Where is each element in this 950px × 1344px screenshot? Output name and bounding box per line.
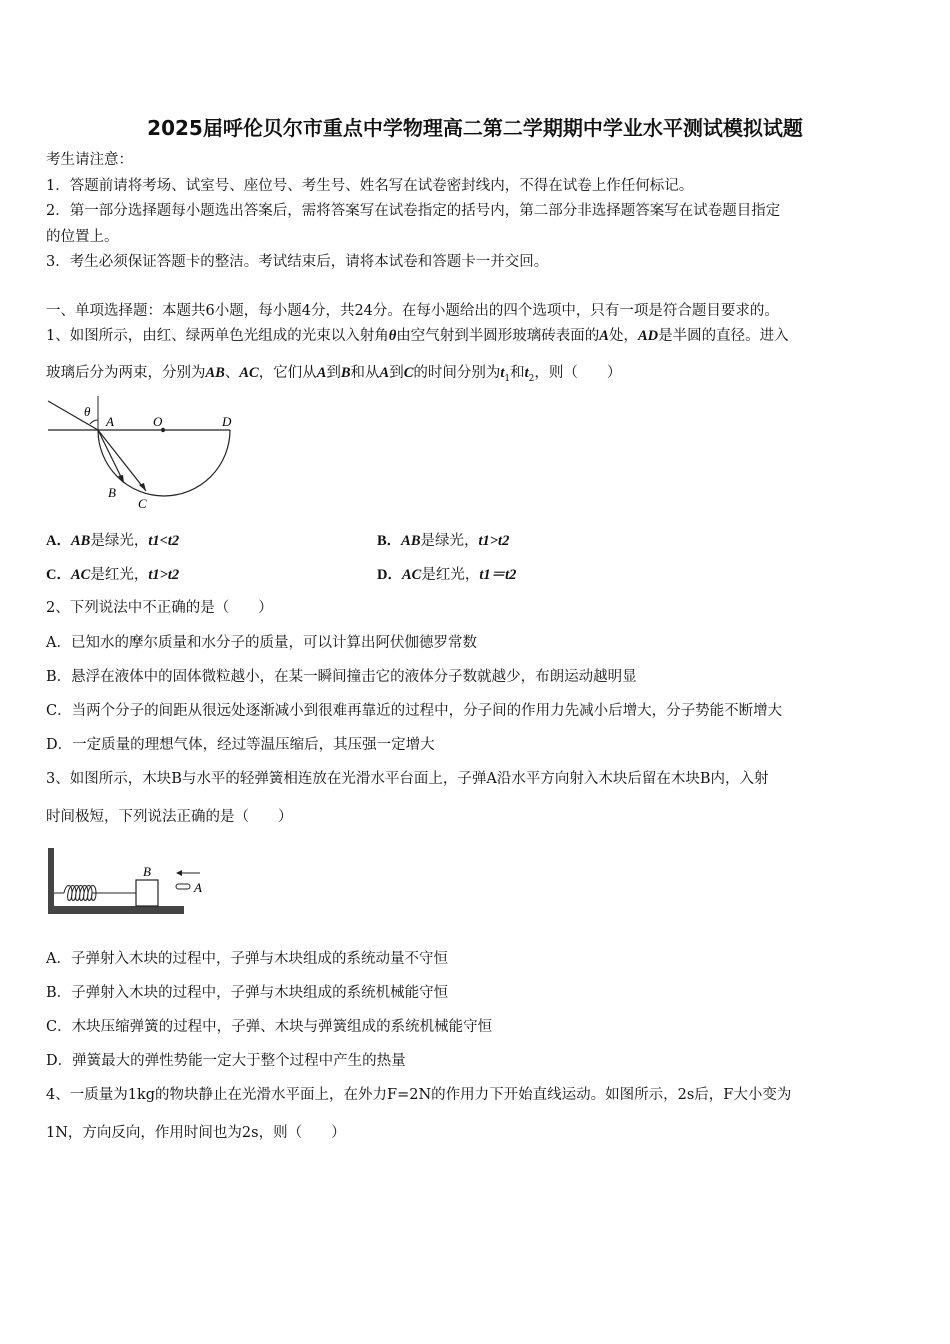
q2-option-d: D．一定质量的理想气体，经过等温压缩后，其压强一定增大 [46, 737, 435, 753]
q2-option-c: C．当两个分子的间距从很远处逐渐减小到很难再靠近的过程中，分子间的作用力先减小后增大，分子势能不断增大 [46, 703, 783, 719]
q3-stem-line1: 3、如图所示，木块B与水平的轻弹簧相连放在光滑水平台面上，子弹A沿水平方向射入木块后留在木块B内，入射 [46, 771, 769, 787]
label-D: D [222, 414, 232, 429]
q2-option-b: B．悬浮在液体中的固体微粒越小，在某一瞬间撞击它的液体分子数就越少，布朗运动越明显 [46, 669, 637, 685]
q3-stem-line2: 时间极短，下列说法正确的是（ ） [46, 809, 293, 825]
label-A: A [106, 414, 114, 429]
notice-item: 的位置上。 [46, 229, 119, 245]
q4-stem-line1: 4、一质量为1kg的物块静止在光滑水平面上，在外力F=2N的作用力下开始直线运动。如图所示，2s后，F大小变为 [46, 1087, 792, 1103]
q1-stem-line1: 1、如图所示，由红、绿两单色光组成的光束以入射角θ由空气射到半圆形玻璃砖表面的A处，AD是半圆的直径。进入 [46, 328, 789, 344]
q1-option-a: A．AB是绿光，t1<t2 [46, 533, 180, 549]
q1-stem-line2: 玻璃后分为两束，分别为AB、AC，它们从A到B和从A到C的时间分别为$t_1$和$t_2$，则（ ） [46, 365, 622, 384]
q3-option-c: C．木块压缩弹簧的过程中，子弹、木块与弹簧组成的系统机械能守恒 [46, 1019, 493, 1035]
q3-option-a: A．子弹射入木块的过程中，子弹与木块组成的系统动量不守恒 [46, 951, 448, 967]
q1-option-d: D．AC是红光，t1＝t2 [377, 567, 517, 583]
label-A: A [194, 880, 202, 895]
label-B: B [143, 864, 151, 879]
label-theta: θ [84, 404, 91, 419]
q1-option-b: B．AB是绿光，t1>t2 [377, 533, 510, 549]
q4-stem-line2: 1N，方向反向，作用时间也为2s，则（ ） [46, 1125, 346, 1141]
q3-option-d: D．弹簧最大的弹性势能一定大于整个过程中产生的热量 [46, 1053, 406, 1069]
notice-item: 2．第一部分选择题每小题选出答案后，需将答案写在试卷指定的括号内，第二部分非选择题答案写在试卷题目指定 [46, 203, 781, 219]
q2-option-a: A．已知水的摩尔质量和水分子的质量，可以计算出阿伏伽德罗常数 [46, 635, 477, 651]
q3-figure-spring-block [40, 840, 200, 920]
page-title: 2025届呼伦贝尔市重点中学物理高二第二学期期中学业水平测试模拟试题 [147, 116, 803, 140]
label-B: B [108, 485, 116, 500]
label-O: O [153, 414, 163, 429]
label-C: C [138, 496, 147, 511]
q3-option-b: B．子弹射入木块的过程中，子弹与木块组成的系统机械能守恒 [46, 985, 449, 1001]
q1-figure-semicircle [40, 390, 260, 520]
q2-stem: 2、下列说法中不正确的是（ ） [46, 600, 273, 616]
notice-item: 1．答题前请将考场、试室号、座位号、考生号、姓名写在试卷密封线内，不得在试卷上作任何标记。 [46, 178, 694, 194]
section-heading: 一、单项选择题：本题共6小题，每小题4分，共24分。在每小题给出的四个选项中，只有一项是符合题目要求的。 [46, 303, 779, 319]
notice-item: 3．考生必须保证答题卡的整洁。考试结束后，请将本试卷和答题卡一并交回。 [46, 254, 549, 270]
notice-heading: 考生请注意： [46, 152, 133, 168]
q1-option-c: C．AC是红光，t1>t2 [46, 567, 180, 583]
